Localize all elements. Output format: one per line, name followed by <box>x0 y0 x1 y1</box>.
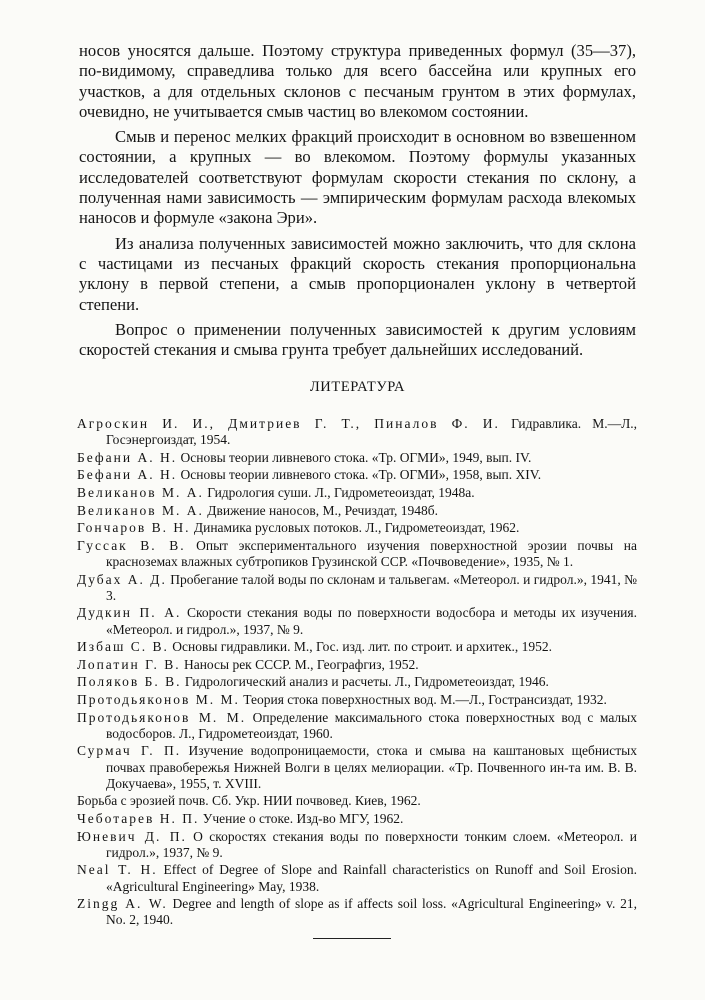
reference-item <box>77 538 637 570</box>
reference-author: Великанов М. А. <box>77 484 204 500</box>
reference-item <box>77 896 637 928</box>
reference-item <box>77 520 637 536</box>
reference-item <box>77 572 637 604</box>
reference-author: Лопатин Г. В. <box>77 656 181 672</box>
reference-text: Наносы рек СССР. М., Географгиз, 1952. <box>180 656 419 672</box>
paragraph: Смыв и перенос мелких фракций происходит в основном во взвешенном состоянии, а крупных — во влекомом. Поэтому формулы указанных исследователей соответствуют формулам скорости стекания по склону, а полученная нами зависимость — эмпирическим формулам расхода влекомых наносов и формуле «закона Эри». <box>79 127 636 228</box>
body-text <box>79 41 636 365</box>
reference-text: Effect of Degree of Slope and Rainfall characteristics on Runoff and Soil Erosion. «Agricultural Engineering» May, 1938. <box>106 862 637 894</box>
reference-item <box>77 605 637 637</box>
reference-item <box>77 793 637 809</box>
reference-item <box>77 692 637 708</box>
reference-author: Протодьяконов М. М. <box>77 691 240 707</box>
reference-text: Борьба с эрозией почв. Сб. Укр. НИИ почвовед. Киев, 1962. <box>77 793 421 809</box>
reference-text: Динамика русловых потоков. Л., Гидрометеоиздат, 1962. <box>190 520 520 536</box>
reference-item <box>77 743 637 792</box>
reference-text: Гидравлика. М.—Л., Госэнергоиздат, 1954. <box>106 416 637 448</box>
reference-text: Основы теории ливневого стока. «Тр. ОГМИ», 1949, вып. IV. <box>177 449 532 465</box>
reference-item <box>77 485 637 501</box>
reference-item <box>77 503 637 519</box>
reference-text: Определение максимального стока поверхностных вод с малых водосборов. Л., Гидрометеоиздат, 1960. <box>106 709 637 741</box>
reference-list <box>77 416 637 930</box>
reference-author: Великанов М. А. <box>77 502 204 518</box>
reference-item <box>77 862 637 894</box>
reference-author: Чеботарев Н. П. <box>77 810 200 826</box>
reference-text: О скоростях стекания воды по поверхности тонким слоем. «Метеорол. и гидрол.», 1937, № 9. <box>106 828 637 860</box>
reference-text: Скорости стекания воды по поверхности водосбора и методы их изучения. «Метеорол. и гидрол.», 1937, № 9. <box>106 605 637 637</box>
reference-author: Протодьяконов М. М. <box>77 709 247 725</box>
reference-item <box>77 467 637 483</box>
reference-text: Пробегание талой воды по склонам и тальвегам. «Метеорол. и гидрол.», 1941, № 3. <box>106 571 637 603</box>
reference-text: Основы теории ливневого стока. «Тр. ОГМИ», 1958, вып. XIV. <box>177 467 542 483</box>
reference-item <box>77 829 637 861</box>
reference-item <box>77 639 637 655</box>
reference-text: Движение наносов, М., Речиздат, 1948б. <box>203 502 439 518</box>
reference-text: Degree and length of slope as if affects soil loss. «Agricultural Engineering» v. 21, No. 2, 1940. <box>106 896 637 928</box>
reference-item <box>77 416 637 448</box>
reference-text: Основы гидравлики. М., Гос. изд. лит. по строит. и архитек., 1952. <box>168 639 552 655</box>
reference-item <box>77 811 637 827</box>
paragraph: Из анализа полученных зависимостей можно заключить, что для склона с частицами из песчаных фракций скорость стекания пропорциональна уклону в первой степени, а смыв пропорционален уклону в четвертой степени. <box>79 233 636 314</box>
reference-author: Бефани А. Н. <box>77 467 178 483</box>
literature-heading: ЛИТЕРАТУРА <box>309 379 406 395</box>
reference-author: Бефани А. Н. <box>77 449 178 465</box>
reference-text: Гидрология суши. Л., Гидрометеоиздат, 1948а. <box>203 484 475 500</box>
reference-author: Избаш С. В. <box>77 639 169 655</box>
reference-author: Neal T. H. <box>77 862 158 878</box>
reference-author: Дубах А. Д. <box>77 571 167 587</box>
reference-item <box>77 450 637 466</box>
paragraph: Вопрос о применении полученных зависимостей к другим условиям скоростей стекания и смыва грунта требует дальнейших исследований. <box>79 319 636 360</box>
reference-item <box>77 674 637 690</box>
end-rule <box>313 938 391 939</box>
reference-author: Гончаров В. Н. <box>77 520 191 536</box>
reference-item <box>77 657 637 673</box>
paragraph: носов уносятся дальше. Поэтому структура приведенных формул (35—37), по-видимому, справедлива только для всего бассейна или крупных его участков, а для отдельных склонов с песчаным грунтом в этих формулах, очевидно, не учитывается смыв частиц во влекомом состоянии. <box>79 41 636 121</box>
reference-text: Гидрологический анализ и расчеты. Л., Гидрометеоиздат, 1946. <box>181 674 549 690</box>
reference-item <box>77 710 637 742</box>
reference-author: Гуссак В. В. <box>77 537 186 553</box>
reference-author: Агроскин И. И., Дмитриев Г. Т., Пиналов Ф. И. <box>77 416 500 431</box>
reference-author: Поляков Б. В. <box>77 674 182 690</box>
reference-author: Сурмач Г. П. <box>77 743 182 759</box>
reference-text: Изучение водопроницаемости, стока и смыва на каштановых щебнистых почвах правобережья Нижней Волги в целях мелиорации. «Тр. Почвенного ин-та им. В. В. Докучаева», 1955, т. XVIII. <box>106 743 637 791</box>
reference-author: Дудкин П. А. <box>77 605 182 621</box>
reference-author: Zingg A. W. <box>77 896 168 912</box>
reference-text: Учение о стоке. Изд-во МГУ, 1962. <box>199 810 404 826</box>
reference-text: Опыт экспериментального изучения поверхностной эрозии почвы на красноземах влажных субтропиков Грузинской ССР. «Почвоведение», 1935, № 1. <box>106 537 637 569</box>
reference-author: Юневич Д. П. <box>77 828 187 844</box>
reference-text: Теория стока поверхностных вод. М.—Л., Гострансиздат, 1932. <box>239 691 607 707</box>
